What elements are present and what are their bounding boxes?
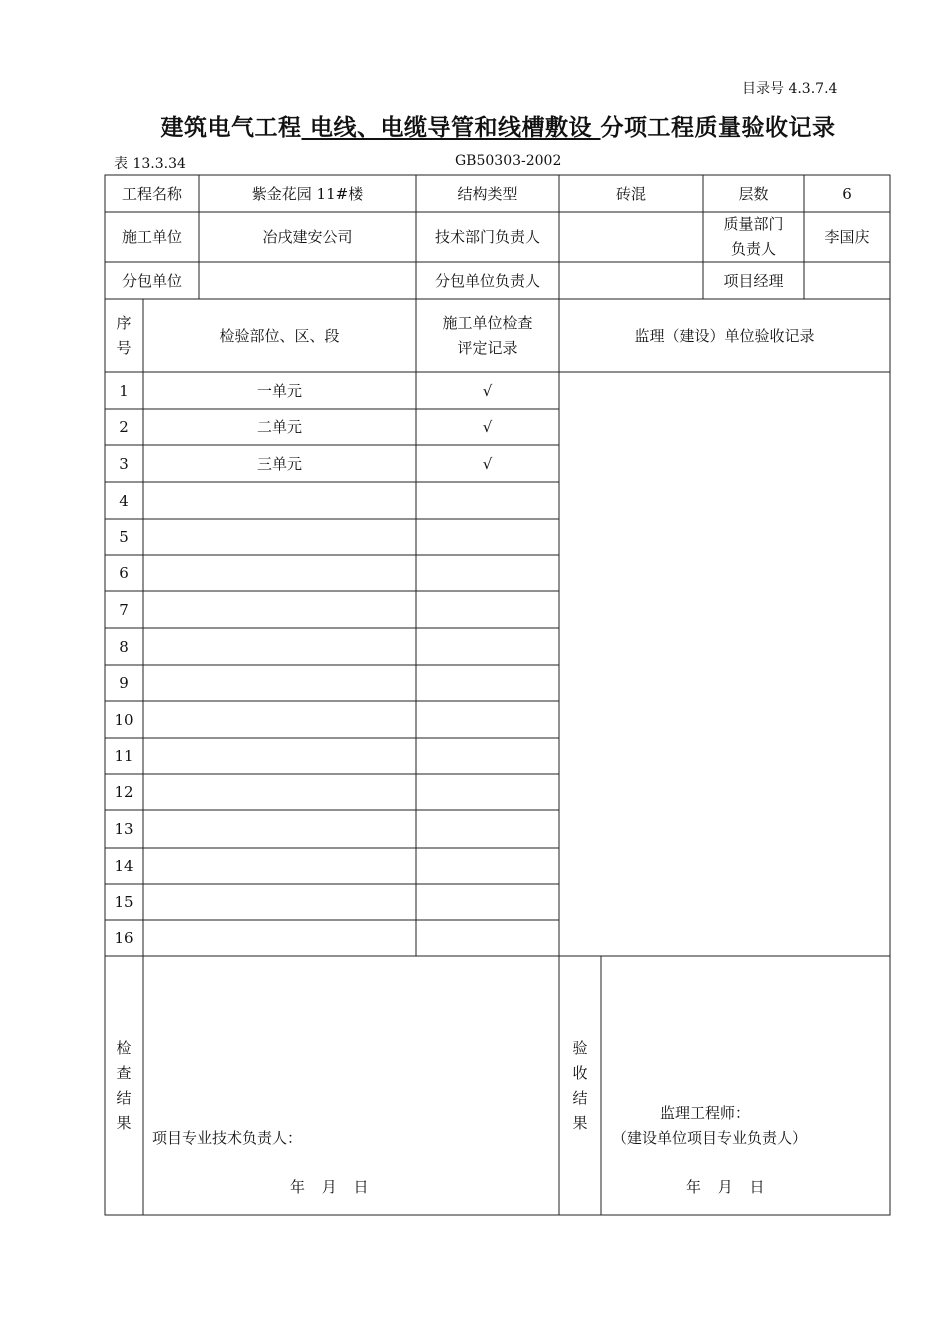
pm-label: 项目经理 <box>723 271 784 290</box>
quality-head-label <box>703 212 804 262</box>
check-result-label <box>105 1034 143 1138</box>
floors-label: 层数 <box>738 184 769 203</box>
quality-head-value: 李国庆 <box>824 228 870 246</box>
row-number: 11 <box>114 747 134 765</box>
standard-code: GB50303-2002 <box>455 153 562 169</box>
row-number: 7 <box>119 600 129 619</box>
check-date: 年 月 日 <box>290 1178 369 1196</box>
sub-head-value <box>559 262 703 299</box>
title-prefix: 建筑电气工程 <box>160 115 302 141</box>
check-header-line1: 施工单位检查 <box>442 313 533 332</box>
table-number: 表 13.3.34 <box>114 156 186 172</box>
check-header-line2: 评定记录 <box>457 338 518 357</box>
accept-result-char: 收 <box>572 1064 588 1082</box>
check-result-char: 果 <box>116 1114 132 1132</box>
row-number: 5 <box>119 528 129 546</box>
check-result-char: 检 <box>116 1039 132 1057</box>
sub-head-label: 分包单位负责人 <box>434 271 540 290</box>
quality-head-label-line1: 质量部门 <box>723 215 784 233</box>
pm-value <box>804 262 890 299</box>
accept-result-char: 果 <box>572 1114 588 1132</box>
row-location: 二单元 <box>256 418 302 436</box>
row-number: 9 <box>119 674 129 692</box>
tech-head-value <box>559 212 703 262</box>
row-number: 16 <box>114 929 134 947</box>
title-subject: 电线、电缆导管和线槽敷设 <box>301 115 601 141</box>
accept-result-char: 验 <box>572 1039 588 1057</box>
row-location: 三单元 <box>256 454 302 473</box>
catalog-number: 目录号 4.3.7.4 <box>742 81 838 97</box>
project-name-label: 工程名称 <box>121 184 182 203</box>
row-number: 10 <box>114 710 134 729</box>
row-number: 6 <box>119 564 129 582</box>
tech-head-label: 技术部门负责人 <box>434 228 540 246</box>
row-location: 一单元 <box>256 381 302 400</box>
owner-person-signature-label: （建设单位项目专业负责人） <box>612 1129 808 1147</box>
seq-column-header <box>105 299 143 372</box>
contractor-value: 冶戌建安公司 <box>262 228 353 246</box>
row-number: 14 <box>114 857 134 875</box>
title-suffix: 分项工程质量验收记录 <box>600 115 836 141</box>
row-number: 12 <box>114 783 134 801</box>
accept-result-char: 结 <box>572 1089 588 1107</box>
acceptance-result-label <box>559 1034 601 1138</box>
contractor-label: 施工单位 <box>121 228 182 246</box>
check-column-header <box>416 299 559 372</box>
row-number: 13 <box>114 820 134 838</box>
row-check-mark: √ <box>482 454 493 473</box>
row-check-mark: √ <box>482 381 493 400</box>
project-name-value: 紫金花园 11#楼 <box>251 184 364 203</box>
floors-value: 6 <box>842 184 852 203</box>
seq-header-line1: 序 <box>116 313 132 332</box>
row-number: 8 <box>119 637 129 656</box>
quality-head-label-line2: 负责人 <box>730 240 776 258</box>
row-number: 4 <box>119 491 129 510</box>
location-column-header: 检验部位、区、段 <box>219 326 340 345</box>
row-check-mark: √ <box>482 418 493 436</box>
row-number: 15 <box>114 893 134 911</box>
subcontractor-value <box>199 262 416 299</box>
subcontractor-label: 分包单位 <box>121 271 182 290</box>
structure-value: 砖混 <box>615 184 646 203</box>
row-number: 2 <box>119 418 129 436</box>
tech-person-signature-label: 项目专业技术负责人： <box>152 1129 303 1147</box>
supervision-column-header: 监理（建设）单位验收记录 <box>634 326 815 345</box>
structure-label: 结构类型 <box>457 184 518 203</box>
check-result-char: 查 <box>116 1064 132 1082</box>
row-number: 3 <box>119 454 129 473</box>
check-result-char: 结 <box>116 1089 132 1107</box>
supervisor-signature-label: 监理工程师： <box>660 1104 751 1122</box>
acceptance-date: 年 月 日 <box>686 1178 765 1196</box>
seq-header-line2: 号 <box>116 338 132 357</box>
row-number: 1 <box>119 381 129 400</box>
